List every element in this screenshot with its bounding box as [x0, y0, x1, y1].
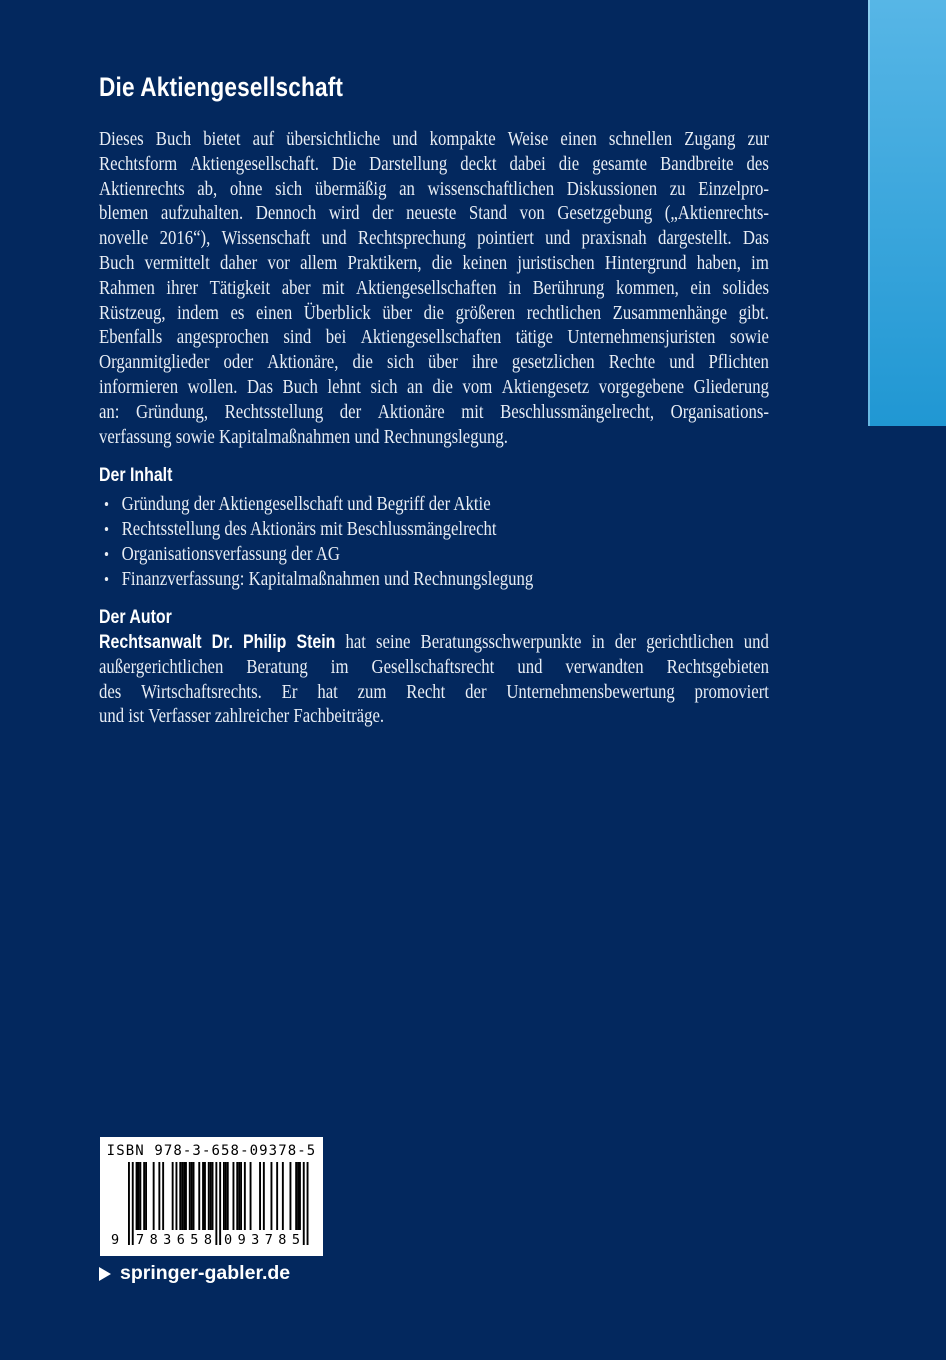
- isbn-barcode-box: [100, 1137, 323, 1256]
- bullet-icon: •: [104, 570, 110, 589]
- barcode-digit: 3: [251, 1232, 260, 1248]
- text-line: Rahmen ihrer Tätigkeit aber mit Aktiengesellschaften in Berührung kommen, ein solides: [99, 276, 769, 299]
- barcode-digit: 9: [237, 1232, 246, 1248]
- text-line: verfassung sowie Kapitalmaßnahmen und Rechnungslegung.: [99, 425, 508, 448]
- text-line: Organmitglieder oder Aktionäre, die sich über ihre gesetzlichen Rechte und Pflichten: [99, 351, 769, 374]
- description-paragraph: [99, 127, 769, 449]
- publisher-line: [99, 1262, 290, 1285]
- isbn-number: ISBN 978-3-658-09378-5: [106, 1143, 317, 1159]
- barcode-digit: 3: [163, 1232, 172, 1248]
- barcode-digit-leading: 9: [111, 1232, 120, 1248]
- barcode-digit: 7: [264, 1232, 273, 1248]
- text-line: Buch vermittelt daher vor allem Praktikern, die keinen juristischen Hintergrund haben, im: [99, 251, 769, 274]
- barcode-digit: 7: [136, 1232, 145, 1248]
- list-item-label: Gründung der Aktiengesellschaft und Begriff der Aktie: [121, 493, 491, 515]
- bullet-icon: •: [104, 545, 110, 564]
- text-line: Rechtsanwalt Dr. Philip Stein hat seine Beratungsschwerpunkte in der gerichtlichen und: [99, 631, 769, 653]
- text-line: Rüstzeug, indem es einen Überblick über die größeren rechtlichen Zusammenhänge gibt.: [99, 301, 769, 324]
- text-line: Rechtsform Aktiengesellschaft. Die Darstellung deckt dabei die gesamte Bandbreite des: [99, 152, 769, 175]
- text-line: blemen aufzuhalten. Dennoch wird der neueste Stand von Gesetzgebung („Aktienrechts-: [99, 202, 769, 225]
- list-item-label: Rechtsstellung des Aktionärs mit Beschlussmängelrecht: [121, 518, 497, 540]
- barcode-digit: 8: [203, 1232, 212, 1248]
- text-line: außergerichtlichen Beratung im Gesellschaftsrecht und verwandten Rechtsgebieten: [99, 655, 769, 678]
- accent-gradient-square: [868, 0, 946, 426]
- barcode-digit: 8: [278, 1232, 287, 1248]
- list-item: [99, 517, 769, 542]
- cover-text-column: [99, 0, 769, 760]
- text-line: des Wirtschaftsrechts. Er hat zum Recht der Unternehmensbewertung promoviert: [99, 680, 769, 703]
- text-line: und ist Verfasser zahlreicher Fachbeiträge.: [99, 705, 385, 728]
- autor-heading: Der Autor: [99, 607, 172, 628]
- list-item-label: Organisationsverfassung der AG: [121, 543, 340, 565]
- autor-paragraph: [99, 630, 769, 729]
- barcode-digits-left: [136, 1233, 212, 1248]
- barcode-digits-right: [224, 1233, 300, 1248]
- list-item-label: Finanzverfassung: Kapitalmaßnahmen und Rechnungslegung: [121, 568, 534, 590]
- barcode-digit: 8: [149, 1232, 158, 1248]
- barcode-digit: 0: [224, 1232, 233, 1248]
- barcode-digit: 5: [291, 1232, 300, 1248]
- text-line: Aktienrechts ab, ohne sich übermäßig an wissenschaftlichen Diskussionen zu Einzelpro-: [99, 177, 769, 200]
- list-item: [99, 567, 769, 592]
- text-line: Dieses Buch bietet auf übersichtliche und kompakte Weise einen schnellen Zugang zur: [99, 128, 769, 150]
- list-item: [99, 492, 769, 517]
- barcode-digit: 6: [176, 1232, 185, 1248]
- barcode-digit: 5: [190, 1232, 199, 1248]
- bullet-icon: •: [104, 520, 110, 539]
- book-title: Die Aktiengesellschaft: [99, 72, 344, 102]
- publisher-url: springer-gabler.de: [120, 1262, 291, 1284]
- inhalt-heading: Der Inhalt: [99, 465, 173, 486]
- text-line: informieren wollen. Das Buch lehnt sich an die vom Aktiengesetz vorgegebene Gliederung: [99, 375, 769, 398]
- arrow-right-icon: [99, 1267, 111, 1281]
- bullet-icon: •: [104, 495, 110, 514]
- text-line: Ebenfalls angesprochen sind bei Aktiengesellschaften tätige Unternehmensjuristen sowie: [99, 326, 769, 349]
- text-line: novelle 2016“), Wissenschaft und Rechtsprechung pointiert und praxisnah dargestellt. Das: [99, 227, 769, 250]
- inhalt-list: [99, 492, 769, 592]
- text-line: an: Gründung, Rechtsstellung der Aktionäre mit Beschlussmängelrecht, Organisations-: [99, 400, 769, 423]
- list-item: [99, 542, 769, 567]
